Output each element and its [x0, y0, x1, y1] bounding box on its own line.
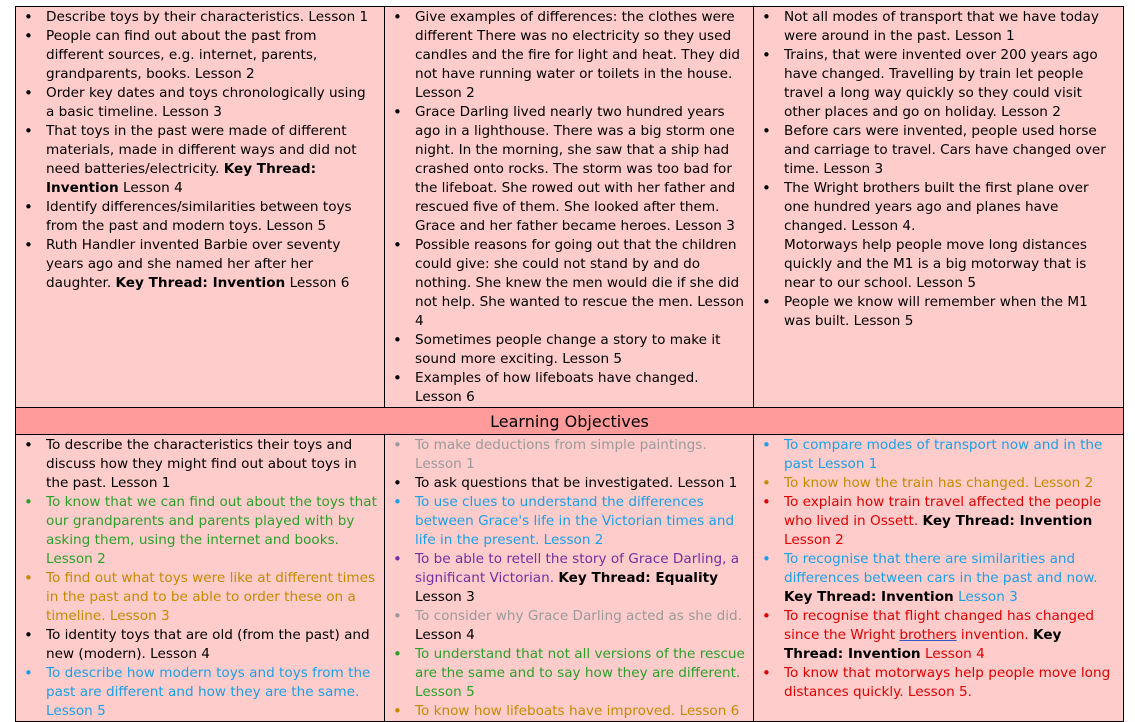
objective-item: • To understand that not all versions of the rescue are the same and to say how they are different. Lesson 5: [415, 645, 747, 702]
key-thread-label: Key Thread: Equality: [558, 570, 718, 586]
list-item: • Sometimes people change a story to make it sound more exciting. Lesson 5: [415, 331, 747, 369]
objective-item: • To be able to retell the story of Grace Darling, a significant Victorian. Key Thread: Equality Lesson 3: [415, 550, 747, 607]
list-item: • Order key dates and toys chronologically using a basic timeline. Lesson 3: [46, 84, 378, 122]
objectives-toys-list: [16, 435, 384, 721]
objective-item: • To recognise that there are similarities and differences between cars in the past and now. Key Thread: Invention Lesson 3: [784, 550, 1117, 607]
curriculum-table: [15, 6, 1124, 722]
list-item: • Grace Darling lived nearly two hundred years ago in a lighthouse. There was a big storm one night. In the morning, she saw that a ship had crashed onto rocks. The storm was too bad for the lifeboat. She rowed out with her father and rescued five of them. She looked after them. Grace and her father became heroes. Lesson 3: [415, 103, 747, 236]
objective-item: • To consider why Grace Darling acted as she did. Lesson 4: [415, 607, 747, 645]
key-thread-label: Key Thread: Invention: [115, 275, 286, 291]
objective-item: • To recognise that flight changed has changed since the Wright brothers invention. Key Thread: Invention Lesson 4: [784, 607, 1117, 664]
list-item: • Trains, that were invented over 200 years ago have changed. Travelling by train let people travel a long way quickly so they could visit other places and go on holiday. Lesson 2: [784, 46, 1117, 122]
objective-item: • To know how the train has changed. Lesson 2: [784, 474, 1117, 493]
key-thread-label: Key Thread: Invention: [784, 627, 1062, 662]
knowledge-toys-cell: [16, 7, 385, 408]
learning-objectives-heading: Learning Objectives: [16, 408, 1124, 435]
objectives-grace-darling-cell: [385, 435, 754, 722]
list-item: • Possible reasons for going out that the children could give: she could not stand by and do nothing. She knew the men would die if she did not help. She wanted to rescue the men. Lesson 4: [415, 236, 747, 331]
objective-item: • To know that we can find out about the toys that our grandparents and parents played with by asking them, using the internet and books. Lesson 2: [46, 493, 378, 569]
objective-item: • To describe how modern toys and toys from the past are different and how they are the same. Lesson 5: [46, 664, 378, 721]
objectives-transport-cell: [754, 435, 1124, 722]
knowledge-toys-list: [16, 7, 384, 293]
objective-item: • To use clues to understand the differences between Grace's life in the Victorian times and life in the present. Lesson 2: [415, 493, 747, 550]
knowledge-row: [16, 7, 1124, 408]
motorway-note: Motorways help people move long distances quickly and the M1 is a big motorway that is near to our school. Lesson 5: [784, 237, 1087, 291]
misspelling-underline: brothers: [899, 627, 957, 643]
objectives-transport-list: [754, 435, 1123, 702]
key-thread-label: Key Thread: Invention: [922, 513, 1093, 529]
list-item: • Identify differences/similarities between toys from the past and modern toys. Lesson 5: [46, 198, 378, 236]
list-item: • Give examples of differences: the clothes were different There was no electricity so they used candles and the fire for light and heat. They did not have running water or toilets in the house. Lesson 2: [415, 8, 747, 103]
objective-item: • To know that motorways help people move long distances quickly. Lesson 5.: [784, 664, 1117, 702]
objective-item: • To find out what toys were like at different times in the past and to be able to order these on a timeline. Lesson 3: [46, 569, 378, 626]
key-thread-label: Key Thread: Invention: [784, 589, 954, 605]
knowledge-transport-cell: [754, 7, 1124, 408]
knowledge-grace-darling-cell: [385, 7, 754, 408]
list-item: • That toys in the past were made of different materials, made in different ways and did not need batteries/electricity. Key Thread: Invention Lesson 4: [46, 122, 378, 198]
objective-item: • To compare modes of transport now and in the past Lesson 1: [784, 436, 1117, 474]
objective-item: • To explain how train travel affected the people who lived in Ossett. Key Thread: Invention Lesson 2: [784, 493, 1117, 550]
key-thread-label: Key Thread: Invention: [46, 161, 317, 196]
list-item: • Before cars were invented, people used horse and carriage to travel. Cars have changed over time. Lesson 3: [784, 122, 1117, 179]
list-item: • Not all modes of transport that we have today were around in the past. Lesson 1: [784, 8, 1117, 46]
knowledge-transport-list: [754, 7, 1123, 236]
objectives-grace-darling-list: [385, 435, 753, 721]
knowledge-transport-list-end: [754, 293, 1123, 331]
objective-item: • To identity toys that are old (from the past) and new (modern). Lesson 4: [46, 626, 378, 664]
knowledge-grace-darling-list: [385, 7, 753, 407]
objective-item: • To ask questions that be investigated. Lesson 1: [415, 474, 747, 493]
list-item: • Ruth Handler invented Barbie over seventy years ago and she named her after her daughter. Key Thread: Invention Lesson 6: [46, 236, 378, 293]
objectives-toys-cell: [16, 435, 385, 722]
list-item: • People we know will remember when the M1 was built. Lesson 5: [784, 293, 1117, 331]
list-item: • Examples of how lifeboats have changed. Lesson 6: [415, 369, 747, 407]
objective-item: • To make deductions from simple paintings. Lesson 1: [415, 436, 747, 474]
curriculum-document: [15, 6, 1123, 719]
objectives-row: [16, 435, 1124, 722]
list-item: • Describe toys by their characteristics. Lesson 1: [46, 8, 378, 27]
list-item: • The Wright brothers built the first plane over one hundred years ago and planes have changed. Lesson 4.: [784, 179, 1117, 236]
objective-item: • To describe the characteristics their toys and discuss how they might find out about toys in the past. Lesson 1: [46, 436, 378, 493]
learning-objectives-header-row: [16, 408, 1124, 435]
objective-item: • To know how lifeboats have improved. Lesson 6: [415, 702, 747, 721]
list-item: • People can find out about the past from different sources, e.g. internet, parents, grandparents, books. Lesson 2: [46, 27, 378, 84]
